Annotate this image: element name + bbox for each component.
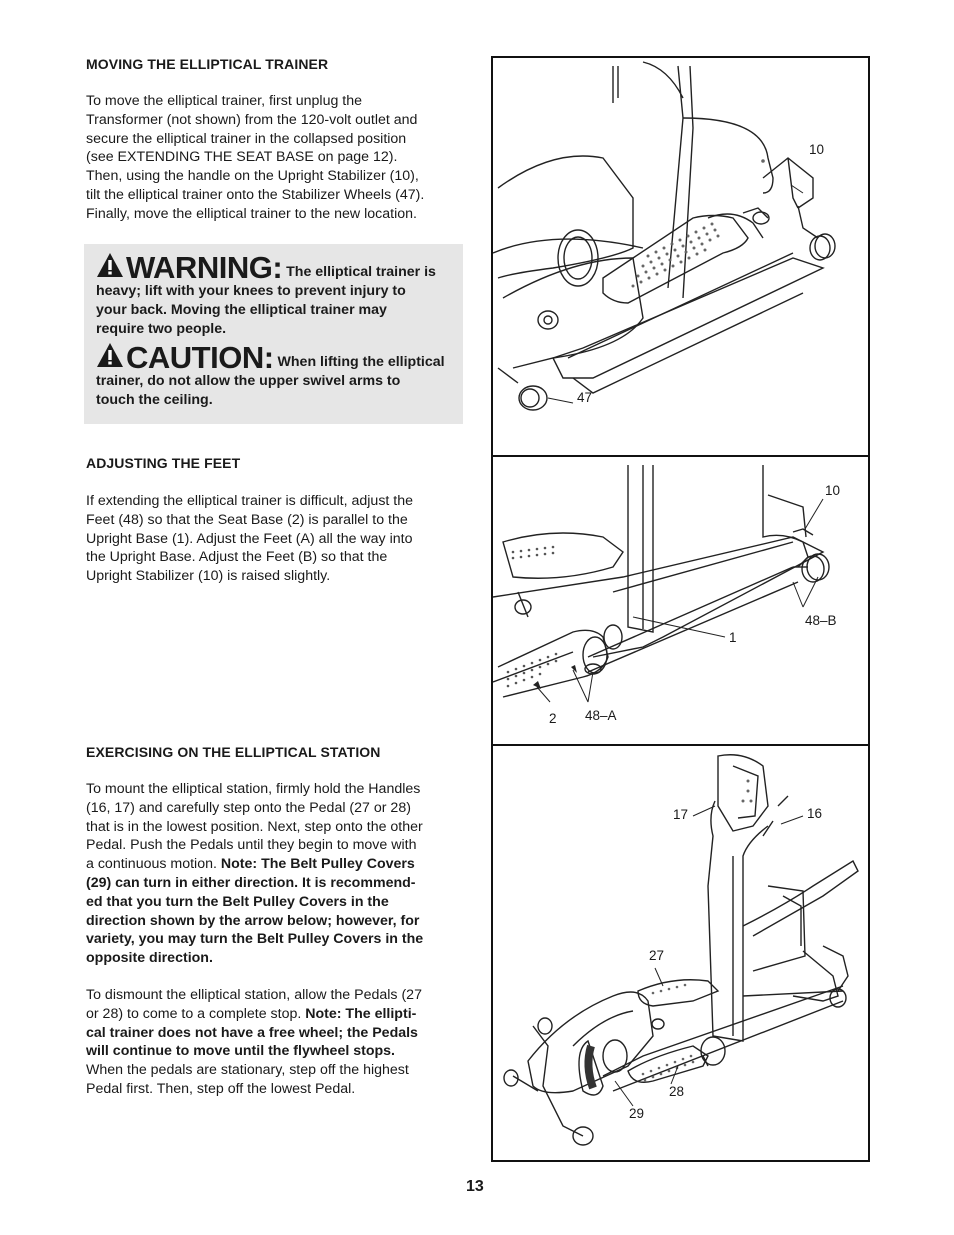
callout-10: 10 [825,483,841,498]
text-line [86,1005,466,1024]
callout-48b: 48–B [805,613,837,628]
caution-word: CAUTION: [126,340,274,375]
note-text: ed that you turn the Belt Pulley Covers in the [86,893,389,910]
warning-text: require two people. [96,321,227,337]
text-line: Finally, move the elliptical trainer to the new location. [86,205,417,222]
caution-text: touch the ceiling. [96,392,213,408]
text-line: Pedal first. Then, step off the lowest Pedal. [86,1080,356,1097]
note-text: opposite direction. [86,950,213,967]
callout-1: 1 [729,630,737,645]
moving-heading: MOVING THE ELLIPTICAL TRAINER [86,56,329,72]
moving-paragraph [86,92,466,224]
text-span: or 28) to come to a complete stop. [86,1005,306,1022]
callout-10: 10 [809,142,825,157]
note-text: Note: The ellipti- [305,1005,417,1022]
page-number: 13 [466,1178,484,1195]
exercising-paragraph-2 [86,986,466,1099]
text-line: secure the elliptical trainer in the collapsed position [86,130,407,147]
adjusting-heading: ADJUSTING THE FEET [86,455,241,471]
text-line: Upright Stabilizer (10) is raised slightly. [86,568,331,585]
text-line: To mount the elliptical station, firmly hold the Handles [86,781,421,797]
warning-first-line [96,250,456,285]
text-line: Feet (48) so that the Seat Base (2) is parallel to the [86,511,408,528]
caution-text: trainer, do not allow the upper swivel arms to [96,373,401,389]
note-text: will continue to move until the flywheel stops. [86,1043,396,1060]
text-line: Upright Base (1). Adjust the Feet (A) all the way into [86,530,413,547]
text-line: tilt the elliptical trainer onto the Stabilizer Wheels (47). [86,186,425,203]
text-line: (16, 17) and carefully step onto the Pedal (27 or 28) [86,799,411,816]
warning-block [96,252,456,339]
note-text: variety, you may turn the Belt Pulley Covers in the [86,931,424,948]
note-text: Note: The Belt Pulley Covers [220,856,415,873]
text-line: To dismount the elliptical station, allow the Pedals (27 [86,987,422,1003]
text-line: Pedal. Push the Pedals until they begin to move with [86,837,417,854]
warning-text: heavy; lift with your knees to prevent injury to [96,283,406,299]
callout-17: 17 [673,807,689,822]
caution-first-line [96,340,456,375]
text-line: When the pedals are stationary, step off the highest [86,1062,409,1079]
text-line: If extending the elliptical trainer is difficult, adjust the [86,493,414,509]
text-line: the Upright Base. Adjust the Feet (B) so that the [86,549,388,566]
callout-2: 2 [549,711,557,726]
elliptical-moving-illustration [493,58,868,455]
elliptical-feet-illustration [493,457,868,744]
text-span: a continuous motion. [86,856,221,873]
callout-28: 28 [669,1084,685,1099]
warning-word: WARNING: [126,250,283,285]
text-line: (see EXTENDING THE SEAT BASE on page 12). [86,149,398,166]
text-line: To move the elliptical trainer, first unplug the [86,93,363,109]
caution-triangle-icon [96,342,124,368]
note-text: direction shown by the arrow below; however, for [86,912,420,929]
text-line: Transformer (not shown) from the 120-volt outlet and [86,111,418,128]
figure-moving-trainer [491,56,870,457]
text-line: Then, using the handle on the Upright Stabilizer (10), [86,168,419,185]
callout-29: 29 [629,1106,645,1121]
exercising-paragraph-1 [86,780,466,968]
figure-elliptical-station [491,744,870,1162]
callout-48a: 48–A [585,708,617,723]
warning-box [84,244,463,424]
callout-16: 16 [807,806,823,821]
warning-text: your back. Moving the elliptical trainer may [96,302,387,318]
text-line: that is in the lowest position. Next, step onto the other [86,818,423,835]
warning-triangle-icon [96,252,124,278]
caution-block [96,342,456,410]
callout-27: 27 [649,948,665,963]
warning-text: The elliptical trainer is [286,264,436,280]
callout-47: 47 [577,390,593,405]
note-text: cal trainer does not have a free wheel; the Pedals [86,1024,418,1041]
caution-text: When lifting the elliptical [277,354,445,370]
note-text: (29) can turn in either direction. It is recommend- [86,874,416,891]
text-line [86,855,466,874]
adjusting-paragraph [86,492,466,586]
figure-adjusting-feet [491,455,870,746]
exercising-heading: EXERCISING ON THE ELLIPTICAL STATION [86,744,381,760]
